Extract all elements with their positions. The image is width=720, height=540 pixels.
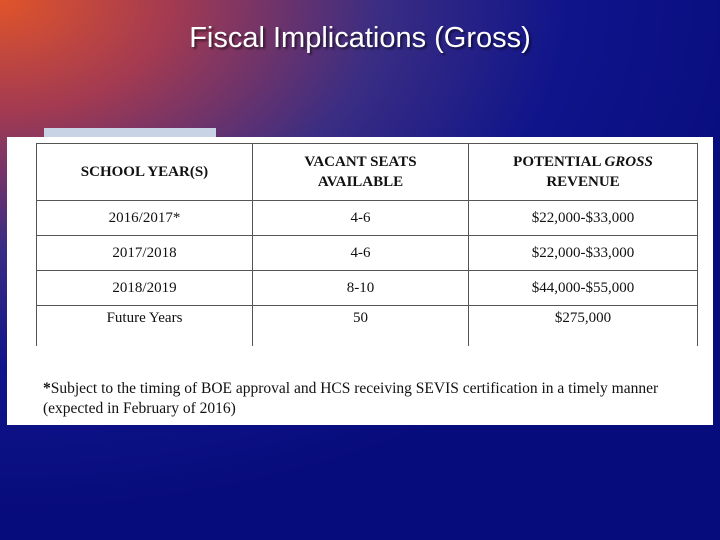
header-gross-revenue (469, 144, 698, 201)
header-vacant-seats (253, 144, 469, 201)
cell-year: 2018/2019 (37, 271, 253, 306)
cell-year: 2017/2018 (37, 236, 253, 271)
header-school-year-label: SCHOOL YEAR(S) (80, 164, 209, 180)
cell-revenue: $22,000-$33,000 (469, 201, 698, 236)
footnote-text: Subject to the timing of BOE approval and HCS receiving SEVIS certification in a timely manner (expected in February of 2016) (43, 380, 659, 417)
header-vacant-seats-line1: VACANT SEATS (304, 154, 417, 170)
cell-seats: 50 (253, 306, 469, 347)
table-row (37, 306, 698, 347)
cell-revenue: $22,000-$33,000 (469, 236, 698, 271)
cell-revenue: $275,000 (469, 306, 698, 347)
content-panel (7, 137, 713, 425)
cell-seats: 4-6 (253, 201, 469, 236)
cell-year: Future Years (37, 306, 253, 347)
cell-revenue: $44,000-$55,000 (469, 271, 698, 306)
table-row (37, 271, 698, 306)
header-school-year (37, 144, 253, 201)
cell-seats: 4-6 (253, 236, 469, 271)
header-vacant-seats-line2: AVAILABLE (317, 174, 404, 190)
header-revenue-line2: REVENUE (546, 174, 620, 190)
cell-year: 2016/2017* (37, 201, 253, 236)
cell-seats: 8-10 (253, 271, 469, 306)
table-row (37, 236, 698, 271)
fiscal-table (36, 143, 698, 346)
footnote (43, 379, 703, 419)
table-header-row (37, 144, 698, 201)
footnote-marker: * (43, 380, 51, 397)
table-row (37, 201, 698, 236)
slide-title: Fiscal Implications (Gross) (189, 22, 531, 54)
header-revenue-line1-italic: GROSS (604, 154, 653, 170)
header-revenue-line1-plain: POTENTIAL (513, 154, 605, 170)
